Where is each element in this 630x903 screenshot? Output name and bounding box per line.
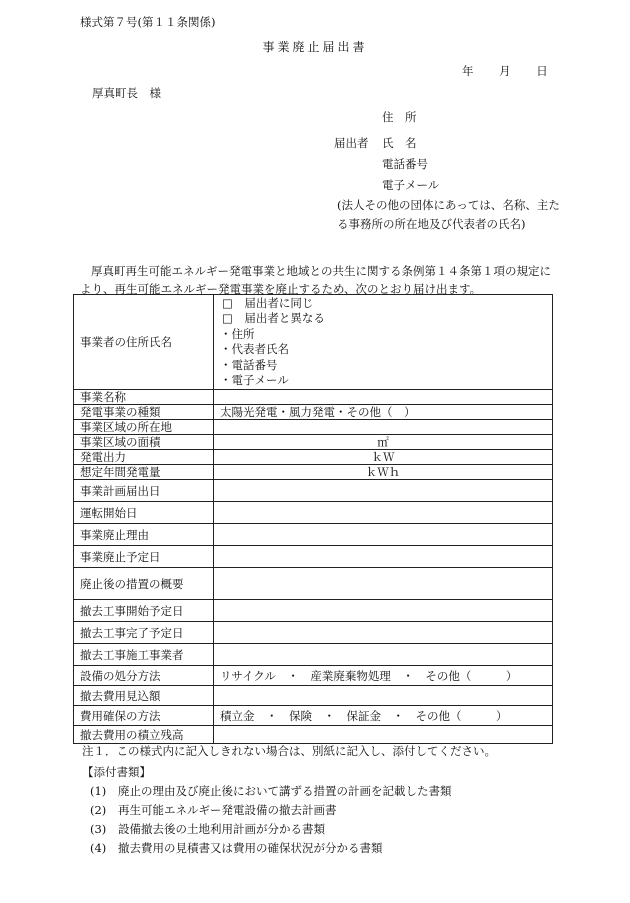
table-row bbox=[74, 726, 553, 744]
attachment-item bbox=[90, 841, 383, 855]
disposal-method-options[interactable]: リサイクル ・ 産業廃棄物処理 ・ その他（ ） bbox=[214, 666, 553, 686]
footnote: 注１．この様式内に記入しきれない場合は、別紙に記入し、添付してください。 bbox=[82, 744, 496, 758]
applicant-address-label: 住 所 bbox=[382, 110, 417, 124]
form-number: 様式第７号(第１１条関係) bbox=[80, 15, 216, 29]
row-value[interactable] bbox=[214, 420, 553, 435]
row-value[interactable] bbox=[214, 568, 553, 600]
row-label: 撤去工事施工事業者 bbox=[74, 644, 214, 666]
row-label: 撤去費用見込額 bbox=[74, 686, 214, 706]
table-row bbox=[74, 706, 553, 726]
table-row bbox=[74, 524, 553, 546]
row-label: 発電出力 bbox=[74, 450, 214, 465]
applicant-email-label: 電子メール bbox=[382, 178, 440, 192]
attachment-number: (1) bbox=[90, 784, 107, 798]
row-label: 撤去工事開始予定日 bbox=[74, 600, 214, 622]
table-row bbox=[74, 666, 553, 686]
table-row bbox=[74, 405, 553, 420]
operator-address-item: ・住所 bbox=[220, 326, 255, 341]
declaration-text bbox=[80, 262, 553, 298]
table-row bbox=[74, 435, 553, 450]
table-row-operator bbox=[74, 295, 553, 390]
table-row bbox=[74, 390, 553, 405]
applicant-phone-label: 電話番号 bbox=[382, 157, 428, 171]
row-label: 想定年間発電量 bbox=[74, 465, 214, 480]
attachment-item bbox=[90, 803, 337, 817]
addressee: 厚真町長 様 bbox=[92, 86, 161, 100]
row-label: 費用確保の方法 bbox=[74, 706, 214, 726]
attachments-heading: 【添付書類】 bbox=[82, 765, 151, 779]
applicant-name-label: 氏 名 bbox=[382, 136, 417, 150]
attachment-text: 廃止の理由及び廃止後において講ずる措置の計画を記載した書類 bbox=[118, 784, 452, 798]
row-value[interactable]: 太陽光発電・風力発電・その他（ ） bbox=[214, 405, 553, 420]
row-label: 撤去費用の積立残高 bbox=[74, 726, 214, 744]
same-as-applicant-checkbox[interactable]: □ 届出者に同じ bbox=[222, 295, 314, 310]
applicant-label: 届出者 bbox=[334, 136, 369, 150]
table-row bbox=[74, 600, 553, 622]
row-label: 廃止後の措置の概要 bbox=[74, 568, 214, 600]
attachment-number: (2) bbox=[90, 803, 107, 817]
operator-email-item: ・電子メール bbox=[220, 373, 289, 387]
declaration-sentence: 厚真町再生可能エネルギー発電事業と地域との共生に関する条例第１４条第１項の規定により、再生可能エネルギー発電事業を廃止するため、次のとおり届け出ます。 bbox=[80, 264, 551, 296]
row-label: 事業区域の所在地 bbox=[74, 420, 214, 435]
table-row bbox=[74, 465, 553, 480]
row-value[interactable] bbox=[214, 546, 553, 568]
date-line: 年 月 日 bbox=[462, 64, 548, 78]
row-label: 事業廃止予定日 bbox=[74, 546, 214, 568]
table-row bbox=[74, 568, 553, 600]
row-value[interactable] bbox=[214, 726, 553, 744]
row-value[interactable] bbox=[214, 502, 553, 524]
row-value[interactable] bbox=[214, 622, 553, 644]
table-row bbox=[74, 480, 553, 502]
row-value[interactable]: ㎡ bbox=[214, 435, 553, 450]
row-value[interactable]: ｋＷｈ bbox=[214, 465, 553, 480]
table-row bbox=[74, 450, 553, 465]
row-value[interactable] bbox=[214, 686, 553, 706]
operator-value-cell[interactable] bbox=[214, 295, 553, 390]
table-row bbox=[74, 546, 553, 568]
attachment-text: 再生可能エネルギー発電設備の撤去計画書 bbox=[118, 803, 337, 817]
row-value[interactable] bbox=[214, 644, 553, 666]
document-title: 事業廃止届出書 bbox=[262, 40, 368, 54]
row-value[interactable] bbox=[214, 524, 553, 546]
operator-phone-item: ・電話番号 bbox=[220, 357, 278, 372]
corporation-note: (法人その他の団体にあっては、名称、主たる事務所の所在地及び代表者の氏名) bbox=[337, 198, 560, 231]
row-label: 撤去工事完了予定日 bbox=[74, 622, 214, 644]
row-label: 事業廃止理由 bbox=[74, 524, 214, 546]
row-value[interactable] bbox=[214, 600, 553, 622]
attachment-item bbox=[90, 784, 452, 798]
attachment-number: (3) bbox=[90, 822, 107, 836]
row-value[interactable] bbox=[214, 390, 553, 405]
row-label: 発電事業の種類 bbox=[74, 405, 214, 420]
funding-method-options[interactable]: 積立金 ・ 保険 ・ 保証金 ・ その他（ ） bbox=[214, 706, 553, 726]
row-label: 事業名称 bbox=[74, 390, 214, 405]
form-table bbox=[73, 294, 553, 744]
different-from-applicant-checkbox[interactable]: □ 届出者と異なる bbox=[222, 311, 325, 325]
row-value[interactable] bbox=[214, 480, 553, 502]
row-value[interactable]: ｋＷ bbox=[214, 450, 553, 465]
attachment-text: 設備撤去後の土地利用計画が分かる書類 bbox=[118, 822, 325, 836]
table-row bbox=[74, 644, 553, 666]
table-row bbox=[74, 502, 553, 524]
row-label: 事業区域の面積 bbox=[74, 435, 214, 450]
row-label: 運転開始日 bbox=[74, 502, 214, 524]
table-row bbox=[74, 686, 553, 706]
attachment-item bbox=[90, 822, 325, 836]
attachment-number: (4) bbox=[90, 841, 107, 855]
attachment-text: 撤去費用の見積書又は費用の確保状況が分かる書類 bbox=[118, 841, 383, 855]
table-row bbox=[74, 622, 553, 644]
operator-representative-item: ・代表者氏名 bbox=[220, 342, 289, 356]
row-label: 事業計画届出日 bbox=[74, 480, 214, 502]
row-label: 設備の処分方法 bbox=[74, 666, 214, 686]
table-row bbox=[74, 420, 553, 435]
operator-label: 事業者の住所氏名 bbox=[74, 295, 214, 390]
